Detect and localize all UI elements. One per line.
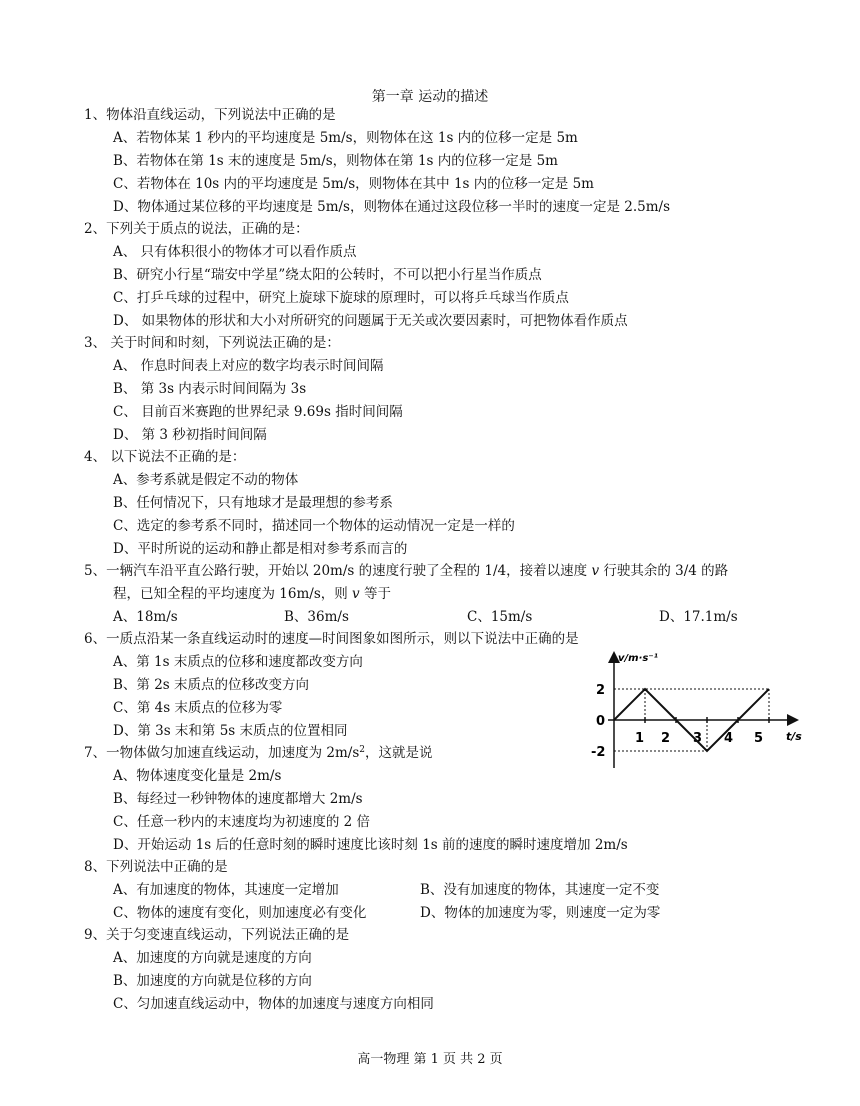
- question-9-stem: 9、关于匀变速直线运动，下列说法正确的是: [84, 927, 350, 943]
- question-6-option-b: B、第 2s 末质点的位移改变方向: [113, 677, 310, 693]
- question-8-stem: 8、下列说法中正确的是: [84, 859, 228, 875]
- x-tick-label-5: 5: [754, 731, 764, 746]
- question-9-option-a: A、加速度的方向就是速度的方向: [113, 950, 312, 966]
- question-5-stem-continued: 程，已知全程的平均速度为 16m/s，则 v 等于: [113, 586, 391, 602]
- question-4-stem: 4、 以下说法不正确的是：: [84, 449, 246, 465]
- question-4-option-b: B、任何情况下，只有地球才是最理想的参考系: [113, 495, 393, 511]
- question-5-option-a: A、18m/s: [113, 609, 178, 625]
- question-7-stem: 7、一物体做匀加速直线运动，加速度为 $2m/s^2$，这就是说: [84, 745, 433, 761]
- question-1-option-b: B、若物体在第 1s 末的速度是 5m/s，则物体在第 1s 内的位移一定是 5m: [113, 153, 558, 169]
- question-2-option-a: A、 只有体积很小的物体才可以看作质点: [113, 244, 357, 260]
- question-3-option-c: C、 目前百米赛跑的世界纪录 9.69s 指时间间隔: [113, 404, 403, 420]
- page-footer: 高一物理 第 1 页 共 2 页: [357, 1052, 503, 1067]
- question-8-option-c: C、物体的速度有变化，则加速度必有变化: [113, 905, 367, 921]
- question-4-option-d: D、平时所说的运动和静止都是相对参考系而言的: [113, 541, 408, 557]
- question-4-option-c: C、选定的参考系不同时，描述同一个物体的运动情况一定是一样的: [113, 518, 515, 534]
- question-7-option-d: D、开始运动 1s 后的任意时刻的瞬时速度比该时刻 1s 前的速度的瞬时速度增加 2m/s: [113, 837, 628, 853]
- question-6-stem: 6、一质点沿某一条直线运动时的速度—时间图象如图所示，则以下说法中正确的是: [84, 631, 579, 647]
- velocity-time-graph: [588, 648, 808, 773]
- x-tick-label-2: 2: [661, 731, 671, 746]
- question-9-option-b: B、加速度的方向就是位移的方向: [113, 973, 312, 989]
- question-3-option-a: A、 作息时间表上对应的数字均表示时间间隔: [113, 358, 384, 374]
- question-6-option-d: D、第 3s 末和第 5s 末质点的位置相同: [113, 723, 348, 739]
- y-tick-label-neg2: -2: [591, 745, 606, 760]
- question-9-option-c: C、匀加速直线运动中，物体的加速度与速度方向相同: [113, 996, 434, 1012]
- x-tick-label-3: 3: [693, 731, 703, 746]
- question-5-option-d: D、17.1m/s: [659, 609, 738, 625]
- question-5-option-b: B、36m/s: [284, 609, 349, 625]
- y-tick-label-0: 0: [596, 714, 606, 729]
- question-1-option-d: D、物体通过某位移的平均速度是 5m/s，则物体在通过这段位移一半时的速度一定是 2.5m/s: [113, 199, 671, 215]
- question-2-option-c: C、打乒乓球的过程中，研究上旋球下旋球的原理时，可以将乒乓球当作质点: [113, 290, 569, 306]
- question-2-option-b: B、研究小行星“瑞安中学星”绕太阳的公转时，不可以把小行星当作质点: [113, 267, 542, 283]
- y-axis-label: v/m·s⁻¹: [618, 653, 658, 664]
- question-2-option-d: D、 如果物体的形状和大小对所研究的问题属于无关或次要因素时，可把物体看作质点: [113, 313, 628, 329]
- question-3-option-d: D、 第 3 秒初指时间间隔: [113, 427, 267, 443]
- question-5-option-c: C、15m/s: [467, 609, 533, 625]
- question-1-option-c: C、若物体在 10s 内的平均速度是 5m/s，则物体在其中 1s 内的位移一定是 5m: [113, 176, 594, 192]
- x-tick-label-4: 4: [724, 731, 734, 746]
- y-tick-label-2: 2: [596, 683, 606, 698]
- question-3-stem: 3、 关于时间和时刻，下列说法正确的是：: [84, 335, 340, 351]
- question-8-option-b: B、没有加速度的物体，其速度一定不变: [420, 882, 660, 898]
- question-8-option-a: A、有加速度的物体，其速度一定增加: [113, 882, 339, 898]
- question-5-stem: 5、一辆汽车沿平直公路行驶，开始以 20m/s 的速度行驶了全程的 1/4，接着以速度 v 行驶其余的 3/4 的路: [84, 563, 729, 579]
- page-title: 第一章 运动的描述: [371, 89, 489, 105]
- question-1-stem: 1、物体沿直线运动，下列说法中正确的是: [84, 107, 336, 123]
- question-7-option-b: B、每经过一秒钟物体的速度都增大 2m/s: [113, 791, 363, 807]
- x-axis-label: t/s: [786, 730, 802, 743]
- question-2-stem: 2、下列关于质点的说法，正确的是：: [84, 221, 309, 237]
- question-3-option-b: B、 第 3s 内表示时间间隔为 3s: [113, 381, 307, 397]
- x-tick-label-1: 1: [635, 731, 645, 746]
- question-8-option-d: D、物体的加速度为零，则速度一定为零: [420, 905, 661, 921]
- question-4-option-a: A、参考系就是假定不动的物体: [113, 472, 299, 488]
- question-7-option-c: C、任意一秒内的末速度均为初速度的 2 倍: [113, 814, 371, 830]
- question-7-option-a: A、物体速度变化量是 2m/s: [113, 768, 282, 784]
- question-1-option-a: A、若物体某 1 秒内的平均速度是 5m/s，则物体在这 1s 内的位移一定是 5m: [113, 130, 578, 146]
- question-6-option-c: C、第 4s 末质点的位移为零: [113, 700, 283, 716]
- question-6-option-a: A、第 1s 末质点的位移和速度都改变方向: [113, 654, 363, 670]
